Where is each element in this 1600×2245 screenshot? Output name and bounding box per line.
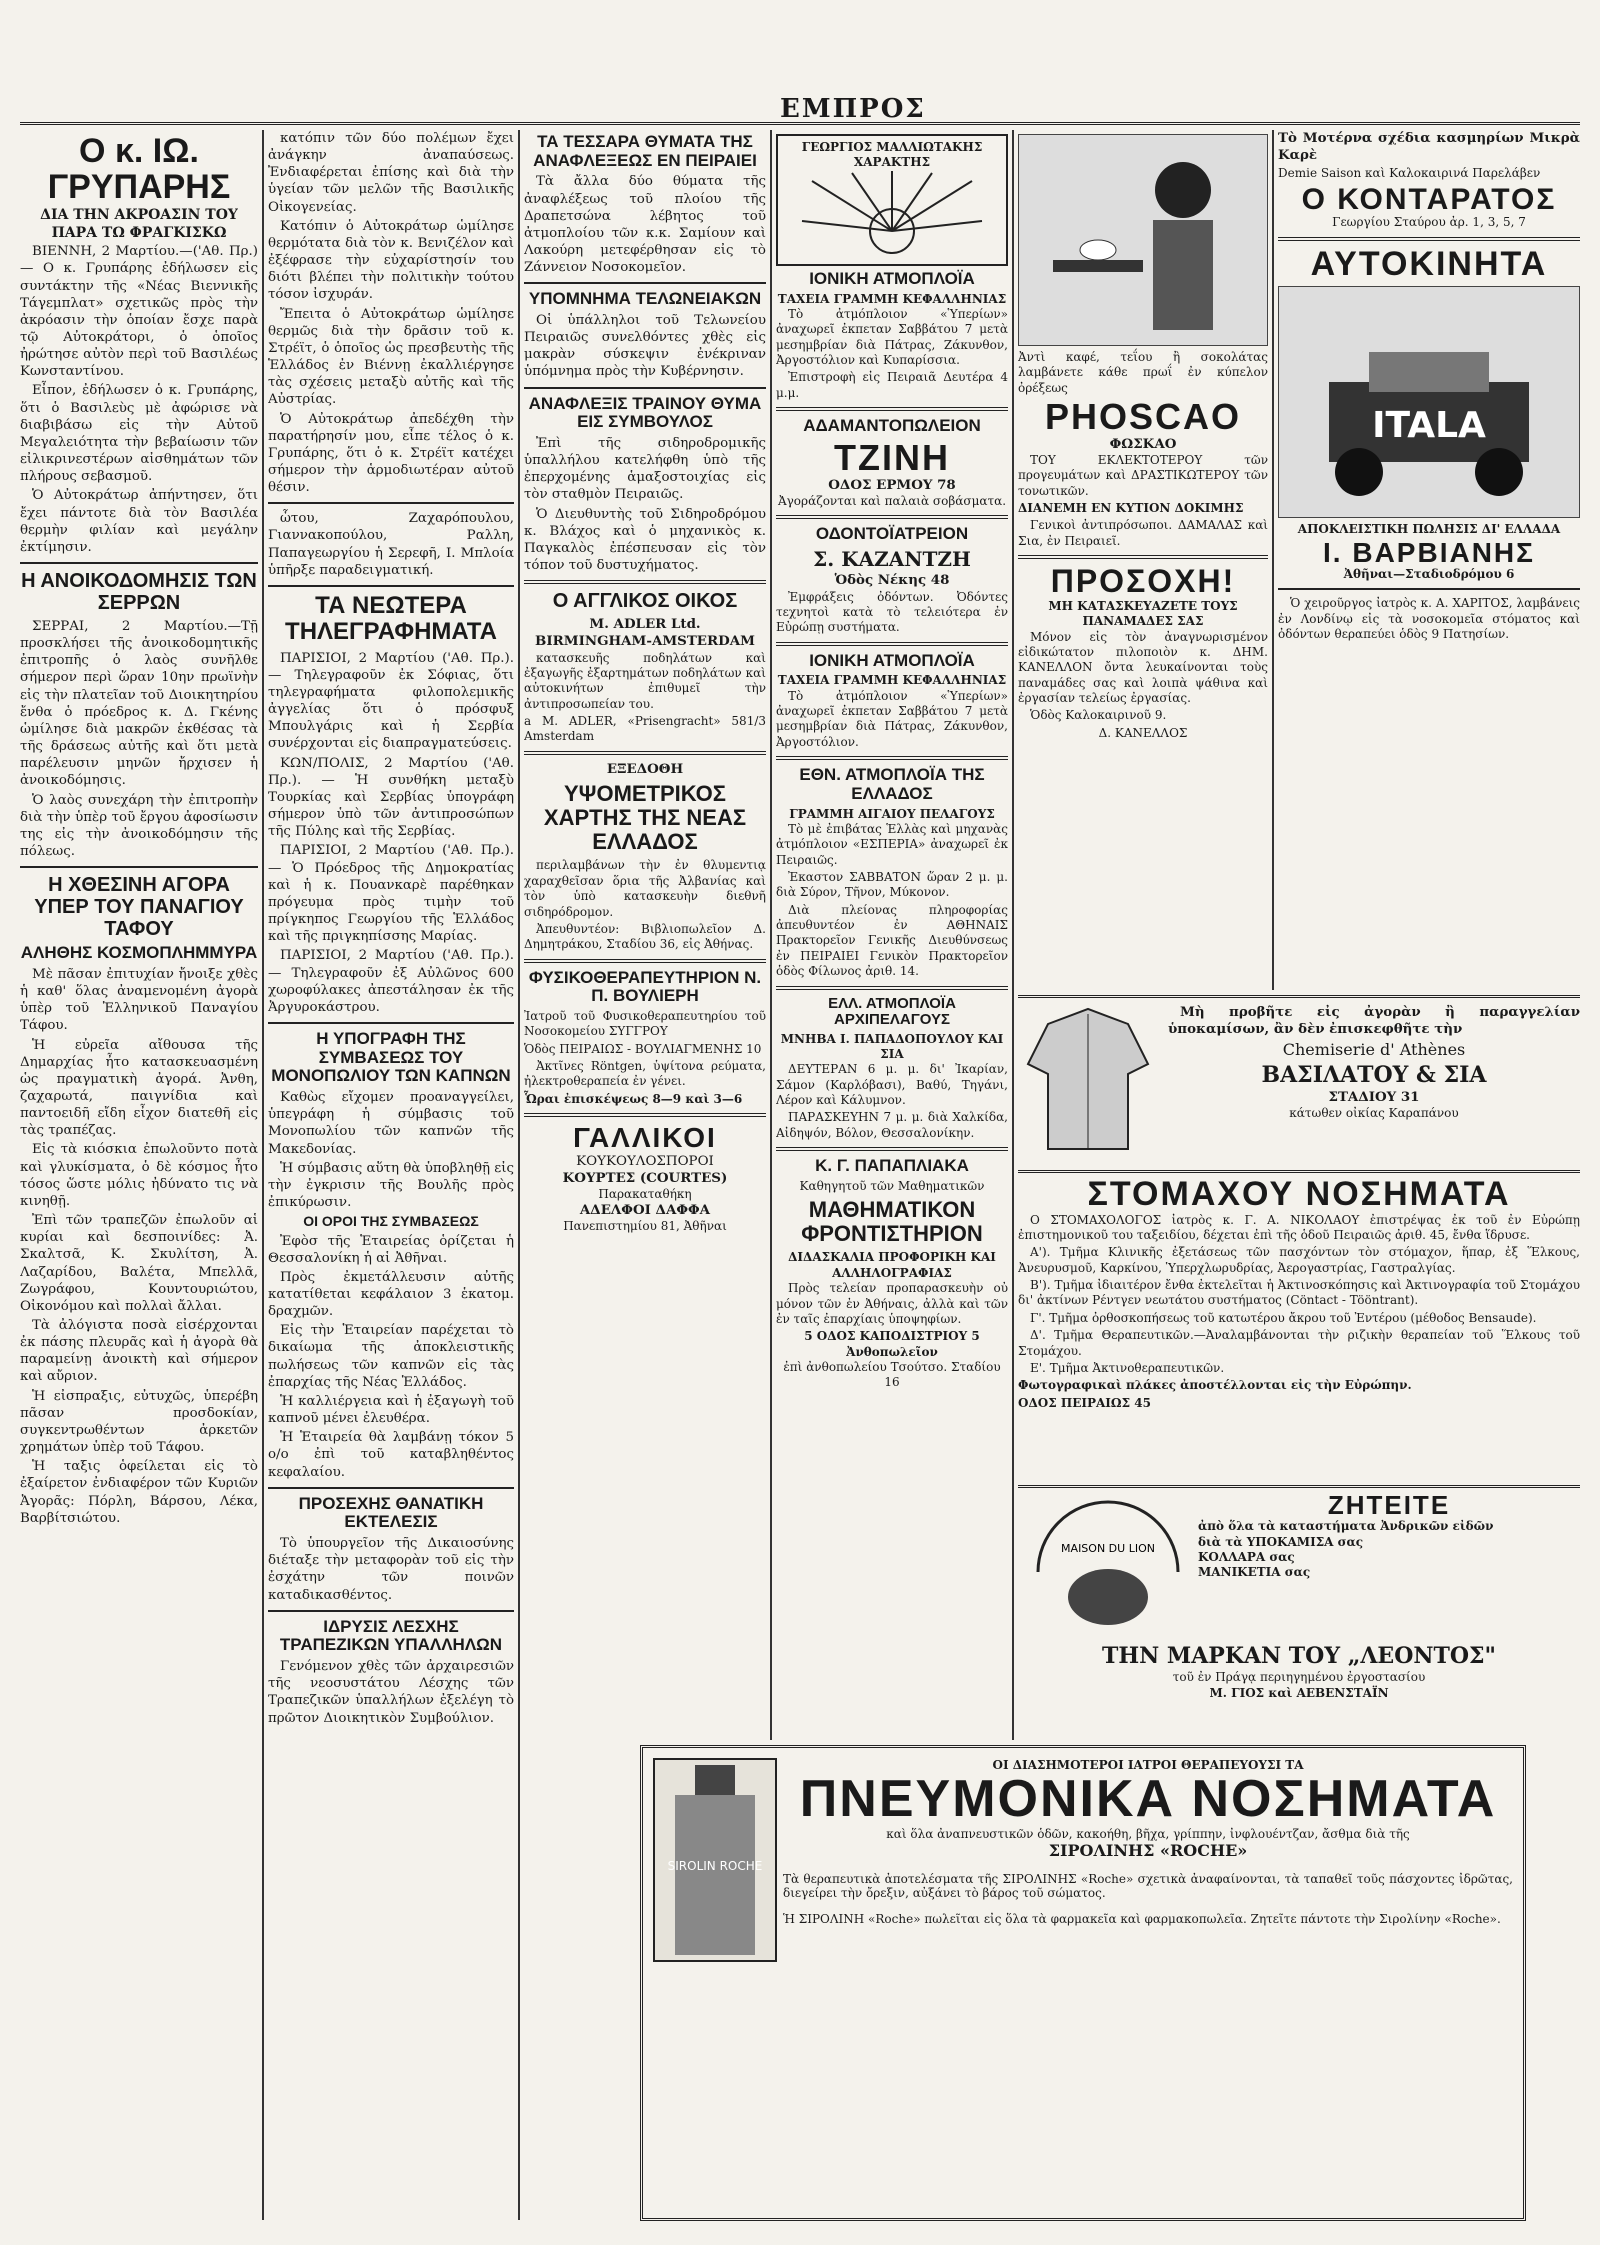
article-title-customs: ΥΠΟΜΝΗΜΑ ΤΕΛΩΝΕΙΑΚΩΝ	[528, 289, 762, 309]
paragraph: Πρὸς ἐκμετάλλευσιν αὐτῆς κατατίθεται κεφάλαιον 3 ἑκατομ. δραχμῶν.	[268, 1269, 514, 1320]
ad-dentist-address: Ὁδὸς Νέκης 48	[834, 572, 950, 589]
ad-archipelago-text: ΔΕΥΤΕΡΑΝ 6 μ. μ. δι' Ἰκαρίαν, Σάμον (Καρλόβασι), Βαθύ, Τηγάνι, Λέρον καὶ Κάλυμνον.	[776, 1062, 1008, 1107]
ad-lion-maker: Μ. ΓΙΟΣ καὶ ΑΕΒΕΝΣΤΑΪΝ	[1209, 1685, 1389, 1700]
ad-attention-title: ΠΡΟΣΟΧΗ!	[1050, 563, 1236, 600]
ad-courtes-line: ΚΟΥΚΟΥΛΟΣΠΟΡΟΙ	[576, 1153, 714, 1169]
paragraph: ὧτου, Ζαχαρόπουλου, Γιαννακοπούλου, Ραλλη, Παπαγεωργίου ἡ Σερεφῆ, Ι. Μπλοία ὑπῆρξε παραδειγματική.	[268, 511, 514, 578]
column-rule	[262, 130, 264, 2220]
ad-stomach	[1018, 1170, 1580, 1487]
masthead	[20, 94, 1580, 125]
ad-national-text: Διὰ πλείονας πληροφορίας ἀπευθυντέον ἐν ΑΘΗΝΑΙΣ Πρακτορεῖον Γενικῆς Διευθύνσεως ἐν ΠΕΙΡΑΙΕΙ Γενικὸν Πρακτορεῖον ὁδὸς Φίλωνος ἀριθ. 14.	[776, 902, 1008, 979]
column-2	[268, 130, 514, 2225]
column-3	[524, 130, 766, 1740]
ad-courtes-line: Παρακαταθήκη	[598, 1186, 692, 1201]
ad-courtes-line: ΚΟΥΡΤΕΣ (COURTES)	[562, 1169, 728, 1186]
divider	[268, 1487, 514, 1489]
ad-map-contact: Ἀπευθυντέον: Βιβλιοπωλεῖον Δ. Δημητράκου, Σταδίου 36, εἰς Ἀθήνας.	[524, 921, 766, 952]
ad-surgeon-text: Ὁ χειροῦργος ἰατρὸς κ. Α. ΧΑΡΙΤΟΣ, λαμβάνεις ἐν Λονδίνῳ εἰς τὰ νοσοκομεῖα στόματος καὶ ὀδόντων θεραπεύει ὁδὸς 9 Πατησίων.	[1278, 596, 1580, 642]
ad-kontaratos-line: Demie Saison καὶ Καλοκαιρινά Παρελάβεν	[1278, 166, 1541, 181]
ad-map-title: ΥΨΟΜΕΤΡΙΚΟΣ ΧΑΡΤΗΣ ΤΗΣ ΝΕΑΣ ΕΛΛΑΔΟΣ	[543, 780, 747, 855]
ad-engraver-title: ΓΕΩΡΓΙΟΣ ΜΑΛΛΙΩΤΑΚΗΣ ΧΑΡΑΚΤΗΣ	[801, 140, 983, 170]
column-rule	[1012, 130, 1014, 1740]
ad-roche-brand: ΣΙΡΟΛΙΝΗΣ «ROCHE»	[1048, 1840, 1248, 1860]
ad-kontaratos-name: Ο ΚΟΝΤΑΡΑΤΟΣ	[1301, 182, 1557, 216]
column-5	[1018, 130, 1268, 990]
ad-flowers-title: Ἀνθοπωλεῖον	[846, 1344, 938, 1359]
ad-phoscao-offer: ΔΙΑΝΕΜΗ ΕΝ ΚΥΤΙΟΝ ΔΟΚΙΜΗΣ	[1018, 501, 1244, 516]
ad-chemiserie-note: κάτωθεν οἰκίας Καραπάνου	[1289, 1106, 1459, 1121]
paragraph: Τὸ ὑπουργεῖον τῆς Δικαιοσύνης διέταξε τὴν μεταφορὰν τοῦ εἰς τὴν ἐσχάτην τῶν ποινῶν καταδικασθέντος.	[268, 1536, 514, 1603]
telegram: ΚΩΝ/ΠΟΛΙΣ, 2 Μαρτίου ('Αθ. Πρ.). — Ἡ συνθήκη μεταξὺ Τουρκίας καὶ Σερβίας ὑπογράφη σήμερον ὑπὸ τῶν ἀντιπροσώπων τῆς Πύλης καὶ τῆς Σερβίας.	[268, 755, 514, 840]
ad-adler-cities: BIRMINGHAM-AMSTERDAM	[535, 633, 755, 650]
paragraph: Ἡ εὐρεῖα αἴθουσα τῆς Δημαρχίας ἦτο κατασκευασμένη ὡς πραγματικὴ ἀγορά. Ἀνθη, ζαχαρωτά, παιγνίδια καὶ παντοειδῆ εἴδη εἶχον διατεθῆ εἰς τὰς τραπέζας.	[20, 1037, 258, 1139]
lion-logo-text: MAISON DU LION	[1061, 1542, 1155, 1555]
paragraph: Ἡ Ἑταιρεία θὰ λαμβάνῃ τόκον 5 ο/ο ἐπὶ τοῦ καταβληθέντος κεφαλαίου.	[268, 1430, 514, 1480]
lion-logo-icon	[1018, 1492, 1198, 1642]
column-6	[1278, 130, 1580, 990]
divider	[524, 1113, 766, 1117]
ad-cars-line: ΑΠΟΚΛΕΙΣΤΙΚΗ ΠΩΛΗΣΙΣ ΔΙ' ΕΛΛΑΔΑ	[1297, 522, 1561, 537]
ad-math-text: Πρὸς τελείαν προπαρασκευὴν οὐ μόνον τῶν ἐν Ἀθήναις, ἀλλὰ καὶ τῶν ἐν ταῖς ἐπαρχίαις ὑποψηφίων.	[776, 1281, 1008, 1326]
paragraph: Ἐφὸσ τῆς Ἑταιρείας ὁρίζεται ἡ Θεσσαλονίκη ἡ αἱ Ἀθῆναι.	[268, 1233, 514, 1266]
ad-physio-hours: Ὧραι ἐπισκέψεως 8—9 καὶ 3—6	[524, 1091, 743, 1106]
ad-stomach-text: Γ'. Τμῆμα ὀρθοσκοπήσεως τοῦ κατωτέρου ἄκρου τοῦ Ἐντέρου (μέθοδος Bensaude).	[1030, 1310, 1537, 1325]
divider	[1278, 588, 1580, 590]
ad-lion-line: ΜΑΝΙΚΕΤΙΑ σας	[1198, 1565, 1311, 1580]
column-4	[776, 130, 1008, 1740]
telegram: ΠΑΡΙΣΙΟΙ, 2 Μαρτίου ('Αθ. Πρ.). — Τηλεγραφοῦν ἐκ Σόφιας, ὅτι τηλεγραφήματα φιλοπολεμικῆς ἀγγελίας ὅτι ὁ πρόσφυξ Μπουλγάρις καὶ ἡ Σερβία συνέρχονται εἰς διαπραγματεύσεις.	[268, 650, 514, 752]
ad-dentist-title: ΟΔΟΝΤΟΪΑΤΡΕΙΟΝ	[815, 524, 969, 544]
paragraph: κατόπιν τῶν δύο πολέμων ἔχει ἀνάγκην ἀναπαύσεως. Ἐνδιαφέρεται ἐπίσης καὶ διὰ τὴν ὑγείαν τῶν μελῶν τῆς Βασιλικῆς Οἰκογενείας.	[268, 131, 514, 215]
ad-roche-title: ΠΝΕΥΜΟΝΙΚΑ ΝΟΣΗΜΑΤΑ	[799, 1770, 1497, 1828]
ad-stomach-title: ΣΤΟΜΑΧΟΥ ΝΟΣΗΜΑΤΑ	[1087, 1175, 1511, 1213]
ad-engraver	[776, 134, 1008, 266]
ad-dentist-name: Σ. ΚΑΖΑΝΤΖΗ	[813, 546, 971, 571]
ad-cars-address: Ἀθῆναι—Σταδιοδρόμου 6	[1343, 566, 1515, 581]
ad-map-label: ΕΞΕΔΟΘΗ	[606, 760, 684, 777]
telegram: ΠΑΡΙΣΙΟΙ, 2 Μαρτίου ('Αθ. Πρ.). — Τηλεγραφοῦν ἐξ Αὐλῶνος 600 χωροφύλακες ἀπεστάλησαν ἐκ τῆς Ἀργυροκάστρου.	[268, 948, 514, 1015]
ad-physio-text: Ἀκτῖνες Röntgen, ὑψίτονα ρεύματα, ἠλεκτροθεραπεία ἐν γένει.	[524, 1059, 766, 1089]
paragraph: Κατόπιν ὁ Αὐτοκράτωρ ὡμίλησε θερμότατα διὰ τὸν κ. Βενιζέλον καὶ ἐξέφρασε τὴν εὐχαρίστησίν του διότι βλέπει τὴν πολιτικὴν τούτου τόσον ἰσχυράν.	[268, 218, 514, 303]
ad-ionian2-title: ΙΟΝΙΚΗ ΑΤΜΟΠΛΟΪΑ	[809, 650, 975, 670]
ad-roche-line: ΟΙ ΔΙΑΣΗΜΟΤΕΡΟΙ ΙΑΤΡΟΙ ΘΕΡΑΠΕΥΟΥΣΙ ΤΑ	[992, 1758, 1304, 1772]
ad-phoscao-brand: PHOSCAO	[1044, 396, 1242, 438]
ad-lion-brand: ΤΗΝ ΜΑΡΚΑΝ ΤΟΥ „ΛΕΟΝΤΟΣ"	[1101, 1643, 1497, 1669]
ad-attention-line: ΜΗ ΚΑΤΑΣΚΕΥΑΖΕΤΕ ΤΟΥΣ ΠΑΝΑΜΑΔΕΣ ΣΑΣ	[1048, 598, 1238, 629]
divider	[268, 1022, 514, 1024]
ad-dentist-text: Ἐμφράξεις ὀδόντων. Ὀδόντες τεχνητοὶ κατὰ τὸ τελειότερα ἐν Εὐρώπῃ συστήματα.	[776, 589, 1008, 635]
itala-car-illustration	[1278, 286, 1580, 518]
shirt-icon	[1018, 1004, 1158, 1154]
ad-roche-text-body: Τὰ θεραπευτικὰ ἀποτελέσματα τῆς ΣΙΡΟΛΙΝΗΣ «Roche» σχετικὰ ἀναφαίνονται, τὰ ταπαθεῖ τοῦς πάσχοντες ἰδρῶτας, διεγείρει τὴν ὄρεξιν, αὐξάνει τὸ βάρος τοῦ σώματος.	[783, 1871, 1513, 1900]
ad-courtes-company: ΑΔΕΛΦΟΙ ΔΑΦΦΑ	[579, 1202, 711, 1219]
sirolin-bottle	[653, 1758, 777, 1962]
engraver-sunburst-icon	[792, 171, 992, 261]
ad-adler-title: Ο ΑΓΓΛΙΚΟΣ ΟΙΚΟΣ	[552, 590, 738, 613]
ad-kontaratos-address: Γεωργίου Σταύρου ἀρ. 1, 3, 5, 7	[1332, 215, 1526, 230]
article-title-serres: Η ΑΝΟΙΚΟΔΟΜΗΣΙΣ ΤΩΝ ΣΕΡΡΩΝ	[21, 570, 257, 614]
article-title-execution: ΠΡΟΣΕΧΗΣ ΘΑΝΑΤΙΚΗ ΕΚΤΕΛΕΣΙΣ	[298, 1493, 484, 1532]
paragraph: Ἡ σύμβασις αὕτη θὰ ὑποβληθῇ εἰς τὴν ἐγκρισιν τῆς Βουλῆς πρὸς ἐπικύρωσιν.	[268, 1160, 514, 1210]
divider	[524, 580, 766, 584]
paragraph: ΣΕΡΡΑΙ, 2 Μαρτίου.—Τῇ προσκλήσει τῆς ἀνοικοδομητικῆς ἐπιτροπῆς ὁ λαὸς συνῆλθε σήμερον περὶ ὥραν 10ην πρωϊνὴν εἰς τὴν πλατεῖαν τοῦ Διοικητηρίου ἔνθα ὁ πρόεδρος κ. Δ. Γκένης ὡμίλησε διὰ μακρῶν ἐκθέσας τὰ τῆς δράσεως αὐτῆς καὶ ὅτι μετὰ παρέλευσιν μηνῶν ἤρχισεν ἡ ἀνοικοδόμησις.	[20, 619, 258, 789]
divider	[524, 751, 766, 755]
paragraph: Γενόμενον χθὲς τῶν ἀρχαιρεσιῶν τῆς νεοσυστάτου Λέσχης τῶν Τραπεζικῶν ὑπαλλήλων ἐξελέγη τὸ πρῶτον Διοικητικὸν Συμβούλιον.	[268, 1659, 514, 1726]
ad-phoscao-agents: Γενικοὶ ἀντιπρόσωποι. ΔΑΜΑΛΑΣ καὶ Σια, ἐν Πειραιεῖ.	[1018, 518, 1268, 548]
divider	[776, 986, 1008, 990]
ad-attention-address: Ὁδὸς Καλοκαιρινοῦ 9.	[1030, 708, 1167, 723]
column-rule	[770, 130, 772, 1740]
ad-adler-name: M. ADLER Ltd.	[589, 616, 701, 633]
paragraph: Ὁ Αὐτοκράτωρ ἀπήντησεν, ὅτι ἔχει πάντοτε διὰ τὸν Βασιλέα θερμὴν φιλίαν καὶ μεγάλην ἐκτίμησιν.	[20, 488, 258, 555]
section-title-telegrams: ΤΑ ΝΕΩΤΕΡΑ ΤΗΛΕΓΡΑΦΗΜΑΤΑ	[285, 591, 497, 646]
divider	[20, 866, 258, 868]
divider	[268, 1610, 514, 1612]
ad-flowers-address: ἐπὶ ἀνθοπωλείου Τσούτσο. Σταδίου 16	[783, 1359, 1001, 1390]
column-rule	[518, 130, 520, 2220]
ad-cars-dealer: Ι. ΒΑΡΒΙΑΝΗΣ	[1323, 536, 1535, 568]
article-title-tobacco: Η ΥΠΟΓΡΑΦΗ ΤΗΣ ΣΥΜΒΑΣΕΩΣ ΤΟΥ ΜΟΝΟΠΩΛΙΟΥ ΤΩΝ ΚΑΠΝΩΝ	[271, 1028, 511, 1086]
bottle-label: SIROLIN ROCHE	[667, 1859, 763, 1873]
ad-stomach-text: Ο ΣΤΟΜΑΧΟΛΟΓΟΣ ἰατρὸς κ. Γ. Α. ΝΙΚΟΛΑΟΥ ἐπιστρέψας ἐκ τοῦ ἐν Εὐρώπῃ ἐπιστημονικοῦ του ταξειδίου, δέχεται ἐπὶ τῆς ὁδοῦ Πειραιῶς ἀριθ. 45, ἔνθα ἵδρυσε.	[1018, 1212, 1580, 1243]
ad-archipelago-title: ΕΛΛ. ΑΤΜΟΠΛΟΪΑ ΑΡΧΙΠΕΛΑΓΟΥΣ	[828, 994, 956, 1029]
ad-physio-title: ΦΥΣΙΚΟΘΕΡΑΠΕΥΤΗΡΙΟΝ Ν. Π. ΒΟΥΛΙΕΡΗ	[528, 967, 762, 1006]
ad-phoscao-text: ΤΟΥ ΕΚΛΕΚΤΟΤΕΡΟΥ τῶν προγευμάτων καὶ ΔΡΑΣΤΙΚΩΤΕΡΟΥ τῶν τονωτικῶν.	[1018, 453, 1268, 498]
ad-math-line: ΔΙΔΑΣΚΑΛΙΑ ΠΡΟΦΟΡΙΚΗ ΚΑΙ ΑΛΛΗΛΟΓΡΑΦΙΑΣ	[788, 1250, 996, 1280]
paragraph: Ἡ εἰσπραξις, εὐτυχῶς, ὑπερέβη πᾶσαν προσδοκίαν, συγκεντρωθέντων ἀρκετῶν χρημάτων ὑπὲρ τοῦ Τάφου.	[20, 1388, 258, 1456]
ad-math-teacher: Κ. Γ. ΠΑΠΑΠΛΙΑΚΑ	[815, 1156, 969, 1176]
ad-physio-address: Ὁδὸς ΠΕΙΡΑΙΩΣ - ΒΟΥΛΙΑΓΜΕΝΗΣ 10	[524, 1041, 762, 1056]
divider	[20, 562, 258, 564]
divider	[1278, 237, 1580, 241]
divider	[268, 502, 514, 504]
paragraph: Μὲ πᾶσαν ἐπιτυχίαν ἤνοιξε χθὲς ἡ καθ' ὅλας ἀναμενομένη ἀγορὰ ὑπὲρ τοῦ Ἐλληνικοῦ Παναγίου Τάφου.	[20, 966, 258, 1034]
ad-chemiserie-name: Chemiserie d' Athènes	[1282, 1040, 1466, 1060]
masthead-title: ΕΜΠΡΟΣ	[780, 94, 926, 124]
article-title-grypari: Ο κ. ΙΩ. ΓΡΥΠΑΡΗΣ	[47, 132, 231, 206]
ad-ionian-return: Ἐπιστροφὴ εἰς Πειραιᾶ Δευτέρα 4 μ.μ.	[776, 370, 1008, 400]
paragraph: Ἡ ταξις ὁφείλεται εἰς τὸ ἐξαίρετον ἐνδιαφέρον τῶν Κυριῶν Ἀγορᾶς: Πόρλη, Βάρσου, Λέκα, Βαρβίτσιώτου.	[20, 1459, 258, 1526]
ad-stomach-note: Φωτογραφικαὶ πλάκες ἀποστέλλονται εἰς τὴν Εὐρώπην.	[1018, 1378, 1412, 1393]
article-title-agora: Η ΧΘΕΣΙΝΗ ΑΓΟΡΑ ΥΠΕΡ ΤΟΥ ΠΑΝΑΓΙΟΥ ΤΑΦΟΥ	[34, 874, 244, 941]
ad-stomach-text: Ε'. Τμῆμα Ἀκτινοθεραπευτικῶν.	[1030, 1360, 1225, 1375]
ad-ionian-line: ΤΑΧΕΙΑ ΓΡΑΜΜΗ ΚΕΦΑΛΛΗΝΙΑΣ	[777, 291, 1007, 306]
ad-jewelry-address: ΟΔΟΣ ΕΡΜΟΥ 78	[828, 476, 956, 493]
article-subtitle: ΔΙΑ ΤΗΝ ΑΚΡΟΑΣΙΝ ΤΟΥ ΠΑΡΑ ΤΩ ΦΡΑΓΚΙΣΚΩ	[40, 207, 238, 242]
ad-courtes-address: Πανεπιστημίου 81, Ἀθῆναι	[563, 1219, 727, 1234]
ad-national-text: Ἐκαστον ΣΑΒΒΑΤΟΝ ὥραν 2 μ. μ. διὰ Σύρον, Τῆνον, Μύκονον.	[776, 870, 1008, 900]
ad-ionian2-line: ΤΑΧΕΙΑ ΓΡΑΜΜΗ ΚΕΦΑΛΛΗΝΙΑΣ	[777, 673, 1007, 688]
paragraph: Ἡ καλλιέργεια καὶ ἡ ἐξαγωγὴ τοῦ καπνοῦ μένει ἐλευθέρα.	[268, 1393, 514, 1427]
divider	[776, 756, 1008, 760]
divider	[776, 642, 1008, 646]
ad-courtes-title: ΓΑΛΛΙΚΟΙ	[573, 1122, 717, 1154]
ad-physio-sub: Ἰατροῦ τοῦ Φυσικοθεραπευτηρίου τοῦ Νοσοκομείου ΣΥΓΓΡΟΥ	[524, 1008, 766, 1039]
paragraph: Τὰ ἄλλα δύο θύματα τῆς ἀναφλέξεως τοῦ πλοίου τῆς Δραπετσώνα λέβητος τοῦ ἀτμοπλοίου τῶν κ.κ. Σαμίουν καὶ Λακούρη μετεφέρθησαν εἰς τὸ Ζάννειον Νοσοκομεῖον.	[524, 174, 766, 276]
ad-attention-signature: Δ. ΚΑΝΕΛΛΟΣ	[1098, 725, 1188, 740]
paragraph: Ὁ λαὸς συνεχάρη τὴν ἐπιτροπὴν διὰ τὴν ὑπὲρ τοῦ ἔργου ἀφοσίωσιν της εἰς τὴν ἀνοικοδόμησιν τῆς πόλεως.	[20, 792, 258, 860]
divider	[1018, 555, 1268, 559]
column-1	[20, 130, 258, 2225]
article-subtitle-agora: ΑΛΗΘΗΣ ΚΟΣΜΟΠΛΗΜΜΥΡΑ	[20, 943, 258, 963]
section-subtitle-terms: ΟΙ ΟΡΟΙ ΤΗΣ ΣΥΜΒΑΣΕΩΣ	[303, 1213, 479, 1230]
ad-archipelago-text: ΠΑΡΑΣΚΕΥΗΝ 7 μ. μ. διὰ Χαλκίδα, Αἰδηψόν, Βόλον, Θεσσαλονίκην.	[776, 1110, 1008, 1140]
ad-stomach-text: Β'). Τμῆμα ἰδιαιτέρον ἔνθα ἐκτελεῖται ἡ Ἀκτινοσκόπησις καὶ Ἀκτινογραφία τοῦ Στομάχου δι' ἀκτίνων Ρέντγεν νεωτάτου συστήματος (Cöntact - Tööntrant).	[1018, 1278, 1580, 1308]
ad-lion-line: ἀπὸ ὅλα τὰ καταστήματα Ἀνδρικῶν εἰδῶν	[1198, 1519, 1494, 1534]
paragraph: Εἰς τὴν Ἑταιρείαν παρέχεται τὸ δικαίωμα τῆς ἀποκλειστικῆς πωλήσεως τῶν καπνῶν εἰς τὰς ἐπαρχίας τῆς Νέας Ἑλλάδος.	[268, 1323, 514, 1390]
article-title-bank-club: ΙΔΡΥΣΙΣ ΛΕΣΧΗΣ ΤΡΑΠΕΖΙΚΩΝ ΥΠΑΛΛΗΛΩΝ	[279, 1616, 503, 1655]
ad-chemiserie	[1018, 995, 1580, 1174]
paragraph: Ὁ Διευθυντὴς τοῦ Σιδηροδρόμου κ. Βλάχος καὶ ὁ μηχανικὸς κ. Παγκαλὸς ἐπέσπευσαν εἰς τὸν τόπον τοῦ δυστυχήματος.	[524, 506, 766, 574]
ad-roche-text	[783, 1758, 1513, 1938]
ad-stomach-address: ΟΔΟΣ ΠΕΙΡΑΙΩΣ 45	[1018, 1395, 1151, 1410]
ad-national-text: Τὸ μὲ ἐπιβάτας Ἑλλὰς καὶ μηχανὰς ἀτμόπλοιον «ΕΣΠΕΡΙΑ» ἀναχωρεῖ ἐκ Πειραιῶς.	[776, 821, 1008, 867]
article-title-train: ΑΝΑΦΛΕΞΙΣ ΤΡΑΙΝΟΥ ΘΥΜΑ ΕΙΣ ΣΥΜΒΟΥΛΟΣ	[528, 393, 762, 432]
ad-roche-text-body: Ἡ ΣΙΡΟΛΙΝΗ «Roche» πωλεῖται εἰς ὅλα τὰ φαρμακεῖα καὶ φαρμακοπωλεῖα. Ζητεῖτε πάντοτε τὴν Σιρολίνην «Roche».	[783, 1911, 1501, 1926]
ad-chemiserie-line: Μὴ προβῆτε εἰς ἀγορὰν ἢ παραγγελίαν ὑποκαμίσων, ἂν δὲν ἐπισκεφθῆτε τὴν	[1168, 1004, 1580, 1038]
ad-adler-text: κατασκευῆς ποδηλάτων καὶ ἐξαγωγῆς ἐξαρτημάτων ποδηλάτων καὶ αὐτοκινήτων ἐπιθυμεῖ τὴν ἀντιπροσωπείαν του.	[524, 650, 766, 711]
paragraph: Ὁ Αὐτοκράτωρ ἀπεδέχθη τὴν παρατήρησίν μου, εἶπε τέλος ὁ κ. Γρυπάρης, ὅτι ὁ κ. Στρέϊτ κατέχει σήμερον τὴν ἁρμοδιωτέραν αὐτοῦ θέσιν.	[268, 411, 514, 496]
divider	[524, 387, 766, 389]
ad-adler-address: a M. ADLER, «Prisengracht» 581/3 Amsterdam	[524, 714, 766, 744]
paragraph: Εἶπον, ἐδήλωσεν ὁ κ. Γρυπάρης, ὅτι ὁ Βασιλεὺς μὲ ἀφώρισε νὰ διαβιβάσω εἰς τὴν Αὐτοῦ Μεγαλειότητα τὴν βεβαίωσιν τῶν εἰλικρινεστέρων αἰσθημάτων τῶν πλήρους σεβασμοῦ.	[20, 383, 258, 485]
ad-lion-title: ΖΗΤΕΙΤΕ	[1327, 1490, 1451, 1520]
itala-car-icon	[1289, 292, 1569, 512]
ad-national-title: ΕΘΝ. ΑΤΜΟΠΛΟΪΑ ΤΗΣ ΕΛΛΑΔΟΣ	[799, 765, 985, 803]
ad-ionian2-text: Τὸ ἀτμόπλοιον «Ὑπερίων» ἀναχωρεῖ ἐκπεταν Σαββάτου 7 μετὰ μεσημβρίαν διὰ Πάτρας, Ζάκυνθον, Ἀργοστόλιον.	[776, 688, 1008, 749]
ad-lion	[1018, 1485, 1580, 1742]
paragraph: Ἔπειτα ὁ Αὐτοκράτωρ ὡμίλησε θερμῶς διὰ τὴν δρᾶσιν τοῦ κ. Στρέϊτ, ὁ ὁποῖος ὡς πρεσβευτὴς τῆς Ἑλλάδος ἐν Βιέννῃ ἐκαλλιέργησε τὰς σχέσεις μεταξὺ αὐτῆς καὶ τῆς Αὐστρίας.	[268, 306, 514, 408]
paragraph: Εἰς τὰ κιόσκια ἐπωλοῦντο ποτὰ καὶ γλυκίσματα, ὁ δὲ κόσμος ἦτο τόσος ὥστε μόλις ἠδύνατο τις νὰ κινηθῇ.	[20, 1142, 258, 1209]
divider	[524, 959, 766, 963]
divider	[524, 282, 766, 284]
ad-stomach-text: Δ'. Τμῆμα Θεραπευτικῶν.—Ἀναλαμβάνονται τὴν ριζικὴν θεραπείαν τοῦ Ἕλκους τοῦ Στομάχου.	[1018, 1328, 1580, 1358]
paragraph: Ἐπὶ τῶν τραπεζῶν ἐπωλοῦν αἱ κυρίαι καὶ δεσποινίδες: Ἀ. Σκαλτσᾶ, Κ. Σκυλίτση, Ἀ. Λαζαρίδου, Βαλέτα, Μπελλᾶ, Ζωγράφου, Κουντουριώτου, Οἰκονόμου καὶ πολλαὶ ἄλλαι.	[20, 1213, 258, 1314]
ad-lion-line: ΚΟΛΛΑΡΑ σας	[1198, 1550, 1295, 1565]
ad-jewelry-text: Ἀγοράζονται καὶ παλαιὰ σοβάσματα.	[777, 493, 1007, 508]
paragraph: Καθὼς εἴχομεν προαναγγείλει, ὑπεγράφη ἡ σύμβασις τοῦ Μονοπωλίου τῶν καπνῶν τῆς Μακεδονίας.	[268, 1090, 514, 1157]
ad-map-text: περιλαμβάνων τὴν ἐν θλυμεντιᾳ χαραχθεῖσαν ὅρια τῆς Ἀλβανίας καὶ τὸν ὑπὸ κατασκευὴν διεθνῆ σιδηρόδρομον.	[524, 858, 766, 919]
ad-phoscao-greek: ΦΩΣΚΑΟ	[1109, 435, 1177, 452]
ad-attention-text: Μόνον εἰς τὸν ἀναγνωρισμένον εἰδικώτατον πιλοποιὸν κ. ΔΗΜ. ΚΑΝΕΛΛΟΝ ὄντα λευκαίνονται τοὺς παναμάδες σας καὶ λοιπὰ ψάθινα καὶ ἐργασίαν τελείως ἐργασίας.	[1018, 629, 1268, 705]
ad-phoscao-intro: Ἀντὶ καφέ, τεΐου ἢ σοκολάτας λαμβάνετε κάθε πρωΐ ἐν κύπελον ὀρέξεως	[1018, 350, 1268, 395]
phoscao-illustration	[1018, 134, 1268, 346]
paragraph: Ἐπὶ τῆς σιδηροδρομικῆς ὑπαλλήλου κατελήφθη ὑπὸ τῆς ἐπερχομένης ἁμαξοστοιχίας εἰς τὸν σταθμὸν Πειραιῶς.	[524, 436, 766, 503]
ad-archipelago-line: ΜΝΗΒΑ Ι. ΠΑΠΑΔΟΠΟΥΛΟΥ ΚΑΙ ΣΙΑ	[780, 1031, 1004, 1061]
column-rule	[1272, 130, 1274, 990]
phoscao-woman-icon	[1033, 140, 1253, 340]
divider	[268, 585, 514, 587]
bottle-icon	[655, 1760, 775, 1960]
article-title-victims: ΤΑ ΤΕΣΣΑΡΑ ΘΥΜΑΤΑ ΤΗΣ ΑΝΑΦΛΕΞΕΩΣ ΕΝ ΠΕΙΡΑΙΕΙ	[533, 132, 757, 170]
ad-ionian-title: ΙΟΝΙΚΗ ΑΤΜΟΠΛΟΪΑ	[809, 269, 975, 288]
ad-jewelry-name: ΤΖΙΝΗ	[834, 436, 950, 478]
paragraph: Οἱ ὑπάλληλοι τοῦ Τελωνείου Πειραιῶς συνελθόντες χθὲς εἰς μακρὰν σύσκεψιν ἐνέκριναν ὑπόμνημα πρὸς τὴν Κυβέρνησιν.	[524, 313, 766, 380]
telegram: ΠΑΡΙΣΙΟΙ, 2 Μαρτίου ('Αθ. Πρ.). — Ὁ Πρόεδρος τῆς Δημοκρατίας καὶ ἡ κ. Πουανκαρὲ παρέθηκαν πρόγευμα πρὸς τιμὴν τοῦ πρίγκηπος Γεωργίου τῆς Ἑλλάδος καὶ τῆς πριγκηπίσσης Μαρίας.	[268, 843, 514, 945]
divider	[776, 407, 1008, 411]
ad-math-title: ΜΑΘΗΜΑΤΙΚΟΝ ΦΡΟΝΤΙΣΤΗΡΙΟΝ	[801, 1197, 983, 1247]
ad-stomach-text: Α'). Τμῆμα Κλινικῆς ἐξετάσεως τῶν πασχόντων τὸν στόμαχον, ἥπαρ, ἐξ Ἕλκους, Ἀνευρυσμοῦ, Καρκίνου, Ὑπερχλωρυδρίας, Ἀερογαστρίας, Γαστραλγίας.	[1018, 1245, 1580, 1275]
svg-text:ITALA: ITALA	[1372, 405, 1486, 447]
divider	[776, 515, 1008, 519]
ad-lion-factory: τοῦ ἐν Πράγᾳ περιηγημένου ἐργοστασίου	[1172, 1670, 1426, 1685]
ad-jewelry-title: ΑΔΑΜΑΝΤΟΠΩΛΕΙΟΝ	[803, 416, 981, 436]
ad-chemiserie-company: ΒΑΣΙΛΑΤΟΥ & ΣΙΑ	[1261, 1061, 1487, 1088]
ad-kontaratos-intro: Τὸ Μοτέρνα σχέδια κασμηρίων Μικρὰ Καρὲ	[1278, 130, 1580, 164]
paragraph: Τὰ ἀλόγιστα ποσὰ εἰσέρχονται ἐκ πάσης πλευρᾶς καὶ ἡ ἀγορὰ θὰ παραμείνῃ ἀνοικτὴ καὶ σήμερον καὶ αὔριον.	[20, 1318, 258, 1385]
divider	[776, 1147, 1008, 1151]
ad-chemiserie-address: ΣΤΑΔΙΟΥ 31	[1328, 1088, 1420, 1105]
ad-math-address: 5 ΟΔΟΣ ΚΑΠΟΔΙΣΤΡΙΟΥ 5	[804, 1329, 980, 1344]
ad-national-line: ΓΡΑΜΜΗ ΑΙΓΑΙΟΥ ΠΕΛΑΓΟΥΣ	[789, 806, 995, 821]
ad-ionian-text: Τὸ ἀτμόπλοιον «Ὑπερίων» ἀναχωρεῖ ἐκπεταν Σαββάτου 7 μετὰ μεσημβρίαν διὰ Πάτρας, Ζάκυνθον, Ἀργοστόλιον καὶ Κυπαρίσσια.	[776, 307, 1008, 368]
ad-math-line: Καθηγητοῦ τῶν Μαθηματικῶν	[799, 1178, 985, 1193]
ad-roche-line: καὶ ὅλα ἀναπνευστικῶν ὁδῶν, κακοήθη, βῆχα, γρίππην, ἰνφλουέντζαν, ἄσθμα διὰ τῆς	[886, 1826, 1410, 1841]
ad-lion-line: διὰ τὰ ΥΠΟΚΑΜΙΣΑ σας	[1198, 1534, 1364, 1549]
ad-cars-title: ΑΥΤΟΚΙΝΗΤΑ	[1310, 244, 1548, 283]
paragraph: ΒΙΕΝΝΗ, 2 Μαρτίου.—('Αθ. Πρ.)— Ο κ. Γρυπάρης ἐδήλωσεν εἰς συντάκτην τῆς «Νέας Βιεννικῆς Τάγεμπλατ» σχετικῶς πρὸς τὴν ἀκρόασιν τὴν ὁποίαν ἔσχε παρὰ τῷ Αὐτοκράτορι, ὁ ὁποῖος ἠρώτησε αὐτὸν περὶ τοῦ Βασιλέως Κωνσταντίνου.	[20, 244, 258, 380]
ad-roche	[640, 1745, 1526, 2221]
